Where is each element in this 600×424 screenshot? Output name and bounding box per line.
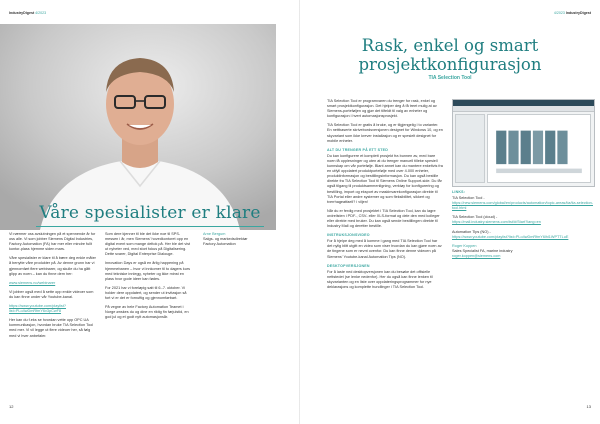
link-label: TIA Selection Tool (cloud) - [452,215,498,220]
author-role: Sales Specialist FA, marine industry [452,248,513,253]
paragraph: Vi jobber også med å sette opp enkle videoer som du kan finne under vår Youtube-kanal. [9,289,94,299]
paragraph: Innovation Days er også en årlig happening på hjemmebanen – hvor vi innkomer til to dagers kurs med tekniske innlegg, nyheter og ikke minst en plass hvor gode ideer kan fødes. [105,261,191,281]
author-email-link[interactable]: roger.koppen@siemens.com [452,253,501,258]
youtube-link[interactable]: https://www.youtube.com/playlist?list=PLo4wDmRfmY6v3pCwF8 [9,304,66,314]
author-name: Roger Koppen [452,243,477,248]
portrait-photo [0,24,276,230]
paragraph: For å hjelpe deg med å komme i gang med TIA Selection Tool har det nylig blitt utgitt en video som viser hvordan du kan gjøre noen av de tingene som er nevnt ovenfor. Du kan finne denne videoen på Siemens' Youtube-kanal Automation Tips (NO). [327,239,442,259]
paragraph: TIA Selection Tool er programvaren du trenger for rask, enkel og smart prosjektkonfigurasjon. Det hjelper deg å få treet mulig at av Siemens-porteføljen og gjør det tilfeldt til valg av enheter og konfigurasjon i hvert automasjonsprosjekt. [327,99,437,119]
webinar-link[interactable]: www.siemens.no/webinarer [9,280,56,285]
tia-cloud-link[interactable]: https://mall.industry.siemens.com/tst/#/Start?lang=en [452,220,541,225]
link-label: Automation Tips (NO) - [452,229,491,234]
left-column-1 [9,232,97,343]
article-subtitle: TIA Selection Tool [428,75,472,81]
brand-name: IndustryDigest [565,11,591,15]
issue-number: 4/2023 [35,11,47,15]
article-title-line2: prosjektkonfigurasjon [358,55,542,74]
page-number: 13 [586,404,591,409]
issue-number: 4/2023 [553,11,565,15]
paragraph: For å laste ned desktopversjonen kan du besøke det offisielle nettstedet (se lenke nedenfor). Her du også kan finne lenken til skyvarianten og en liste over oppdateringsprogrammer for nye deklarasjons og komplette hundlinger i TIA Selection Tool. [327,269,433,289]
paragraph: Våre spesialister er klare til å bære deg enkle måter å benytte våre produkter på. Av denne grunn har vi gjennomført flere webinarer, og skulle du ha gått glipp av noen – kan du finne dem her: [9,256,96,276]
paragraph: Vi nærmer oss avslutningen på et spennende år for oss alle. Vi som jobber Siemens Digital Industries, Factory Automation (FA) har mer eller mindre fullt kontor-plass hjemme siden mars. [9,232,96,252]
app-main-area [487,114,591,183]
signature-department: Factory Automation [203,242,236,247]
paragraph: TIA Selection Tool er gratis å bruke, og er tilgjengelig i to varianter. En nettbaserte skrivebordsversjonen designet for Windows 10, og en skyvariant som ikke krever installasjon og er spesielt designet for mobile enheter. [327,123,443,143]
automation-tips-link[interactable]: https://www.youtube.com/playlist?list=PLo4wDmRfmY6lhl1WPTTLuE [452,234,569,239]
header-right [554,11,591,15]
article-title-line1: Rask, enkel og smart [361,36,539,55]
paragraph: Du kan konfigurere et komplett prosjekt fra bunnen av, med bare noen få opplesninger og uten at du trenger manuell tilleke spesiell kunnskap om vår portefølje. Blant annet kan du mantere enkeltvis fra en utfyll oppdatert produktportefølje med over 4.000 enheter, produktinformasjon og bestillingsinformasjon. Du kan også bestille direkte fra TIA Selection Tool til Siemens Online Support-side. Du får også tilgang til produktsammenligning, verktøy for konfigurering og bestilling, import og eksport av maskinvarekonfigurasjon direkte til TIA Portal eller andre systemer og som fleksibilitet, sikkert og tverrhageatfaell? i viljen! [327,153,443,204]
paragraph: Som dere kjenner til ble det ikke noe til SPS-messen i år, men Siemens' hovedkontoret opp en digital event som mange deltok på. Her ble det vist ut nyheter ved, med stort fokus på Digitalisering. Dette svarer, Digital Enterprise Dialouge. [105,232,191,257]
app-toolbar [453,106,594,112]
section-heading: ALT DU TRENGER PÅ ETT STED [327,147,389,152]
paragraph: Når du er ferdig med prosjektet i TIA Selection Tool, kan du lagre ordrelisten i PDF-, CSV- eller XLS-format og dele den med kolleger eller direkte med bruker. Du kan også sende bestillingen direkte til Industry Mall og deretter bestille. [327,208,440,229]
article-column [327,99,443,294]
paragraph: På vegne av hele Factory Automation Teamet i Norge ønskes du og dine en riktig fin førjulstid, en god jul og et godt nytt automasjonsår. [105,305,189,320]
page-title: Våre spesialister er klare [39,203,261,223]
link-label: TIA Selection Tool - [452,196,485,201]
title-underline [36,226,264,227]
paragraph: For 2021 har vi foreløpig satt til 6.-7. oktober. Vi holder dere oppdatert, og sender ut invitasjon så fort vi er det er fornuftig og gjennomførbart. [105,285,187,301]
tia-selection-tool-link[interactable]: https://new.siemens.com/global/en/products/automation/topic-areas/tia/tia-selection-tool.html [452,201,593,211]
signature-role: Salgs- og markedsdirektør [203,237,248,242]
signature [203,232,283,247]
paragraph: Her kan du f.eks se hvordan vette opp OPC UA kommunikasjon, hvordan bruke TIA Selection Tool med mer. Vi vil legge ut flere videoer her, så følg med vi hver anbefaler. [9,318,94,338]
section-heading: INSTRUKSJONSVIDEO [327,233,370,238]
page-number: 12 [9,404,14,409]
links-heading: LINKS: [452,190,466,194]
header-left [9,11,46,15]
software-screenshot [452,99,595,187]
links-block [452,190,594,259]
brand-name: IndustryDigest [9,11,35,15]
article-title [300,36,600,74]
section-heading: DESKTOPVERSJONEN [327,263,370,268]
signature-name: Arne Bergum [203,232,226,236]
app-sidebar [455,114,485,183]
left-column-2 [105,232,193,324]
